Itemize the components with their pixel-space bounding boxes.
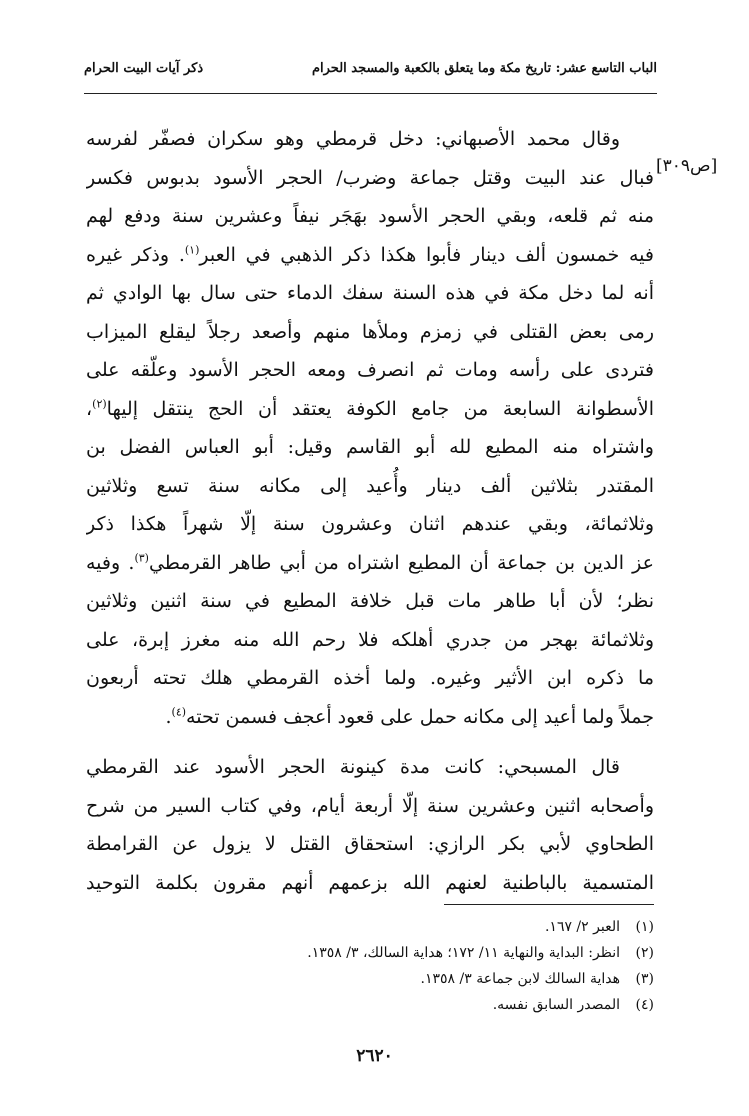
- page-number: ٢٦٢٠: [356, 1046, 393, 1066]
- text-line: وقال محمد الأصبهاني: دخل قرمطي وهو سكران فصفّر لفرسه: [86, 128, 620, 150]
- footnote-text: انظر: البداية والنهاية ١١/ ١٧٢؛ هداية السالك، ٣/ ١٣٥٨.: [307, 945, 620, 961]
- header-divider: [84, 93, 657, 94]
- footnote-divider: [444, 904, 654, 905]
- text-line: المقتدر بثلاثين ألف دينار وأُعيد إلى مكانه سنة تسع وثلاثين: [86, 474, 654, 497]
- text-line: فبال عند البيت وقتل جماعة وضرب/ الحجر الأسود بدبوس فكسر: [86, 166, 654, 189]
- text-line: [86, 236, 654, 275]
- text-line: [86, 544, 654, 583]
- footnote-item: [86, 992, 654, 1018]
- text-line: رمى بعض القتلى في زمزم وملأها منهم وأصعد رجلاً ليقلع الميزاب: [86, 320, 654, 343]
- text-line: نظر؛ لأن أبا طاهر مات قبل خلافة المطيع في سنة اثنين وثلاثين: [86, 590, 654, 612]
- paragraph-1: [86, 120, 654, 736]
- footnote-mark-4: (٤): [171, 705, 187, 719]
- running-header: [84, 55, 657, 85]
- footnote-mark-3: (٣): [134, 551, 149, 565]
- line-text: الأسطوانة السابعة من جامع الكوفة يعتقد أن الحج ينتقل إليها: [106, 397, 654, 420]
- line-text: فيه خمسون ألف دينار فأبوا هكذا ذكر الذهبي في العبر: [199, 243, 654, 266]
- text-line: منه ثم قلعه، وبقي الحجر الأسود بهَجَر نيفاً وعشرين سنة ودفع لهم: [86, 205, 654, 227]
- text-line: المتسمية بالباطنية لعنهم الله بزعمهم أنهم مقرون بكلمة التوحيد: [86, 871, 654, 894]
- footnote-text: هداية السالك لابن جماعة ٣/ ١٣٥٨.: [420, 971, 620, 987]
- text-line: وثلاثمائة، وبقي عندهم اثنان وعشرون سنة إلّا شهراً هكذا ذكر: [86, 513, 654, 535]
- footnote-number: (٣): [635, 971, 654, 987]
- footnote-mark-1: (١): [184, 243, 200, 257]
- footnote-text: المصدر السابق نفسه.: [492, 997, 620, 1013]
- footnote-number: (٢): [635, 945, 654, 961]
- text-line: فتردى على رأسه ومات ثم انصرف ومعه الحجر الأسود وعلّقه على: [86, 359, 654, 381]
- text-line: الطحاوي لأبي بكر الرازي: استحقاق القتل لا يزول عن القرامطة: [86, 833, 654, 855]
- line-tail: . وذكر غيره: [86, 243, 185, 266]
- paragraph-gap: [86, 736, 654, 748]
- text-line: واشتراه منه المطيع لله أبو القاسم وقيل: أبو العباس الفضل بن: [86, 436, 654, 458]
- footnotes: [86, 914, 654, 1018]
- footnote-number: (٤): [635, 997, 654, 1013]
- chapter-title: الباب التاسع عشر: تاريخ مكة وما يتعلق بالكعبة والمسجد الحرام: [311, 61, 657, 76]
- text-line: قال المسبحي: كانت مدة كينونة الحجر الأسود عند القرمطي: [86, 756, 620, 778]
- footnote-mark-2: (٢): [92, 397, 107, 411]
- section-title: ذكر آيات البيت الحرام: [84, 61, 204, 76]
- line-tail: ،: [86, 397, 93, 420]
- footnote-item: [86, 966, 654, 992]
- text-line: ما ذكره ابن الأثير وغيره. ولما أخذه القرمطي هلك تحته أربعون: [86, 667, 654, 689]
- line-tail: . وفيه: [86, 551, 135, 574]
- text-line: أنه لما دخل مكة في هذه السنة سفك الدماء حتى سال بها الوادي ثم: [86, 282, 654, 304]
- paragraph-2: [86, 748, 654, 902]
- footnote-item: [86, 914, 654, 940]
- text-line: [86, 390, 654, 429]
- main-text: [86, 120, 654, 902]
- footnote-number: (١): [635, 919, 654, 935]
- line-text: عز الدين بن جماعة أن المطيع اشتراه من أبي طاهر القرمطي: [148, 551, 654, 574]
- text-line: وأصحابه اثنين وعشرين سنة إلّا أربعة أيام، وفي كتاب السير من شرح: [86, 794, 654, 817]
- line-text: جملاً ولما أعيد إلى مكانه حمل على قعود أعجف فسمن تحته: [186, 705, 654, 728]
- line-tail: .: [165, 705, 172, 728]
- manuscript-page-ref: [ص٣٠٩]: [656, 156, 718, 176]
- text-line: وثلاثمائة بهجر من جدري أهلكه فلا رحم الله منه مغرز إبرة، على: [86, 628, 654, 651]
- footnote-item: [86, 940, 654, 966]
- footnote-text: العبر ٢/ ١٦٧.: [544, 919, 620, 935]
- text-line: [86, 698, 654, 737]
